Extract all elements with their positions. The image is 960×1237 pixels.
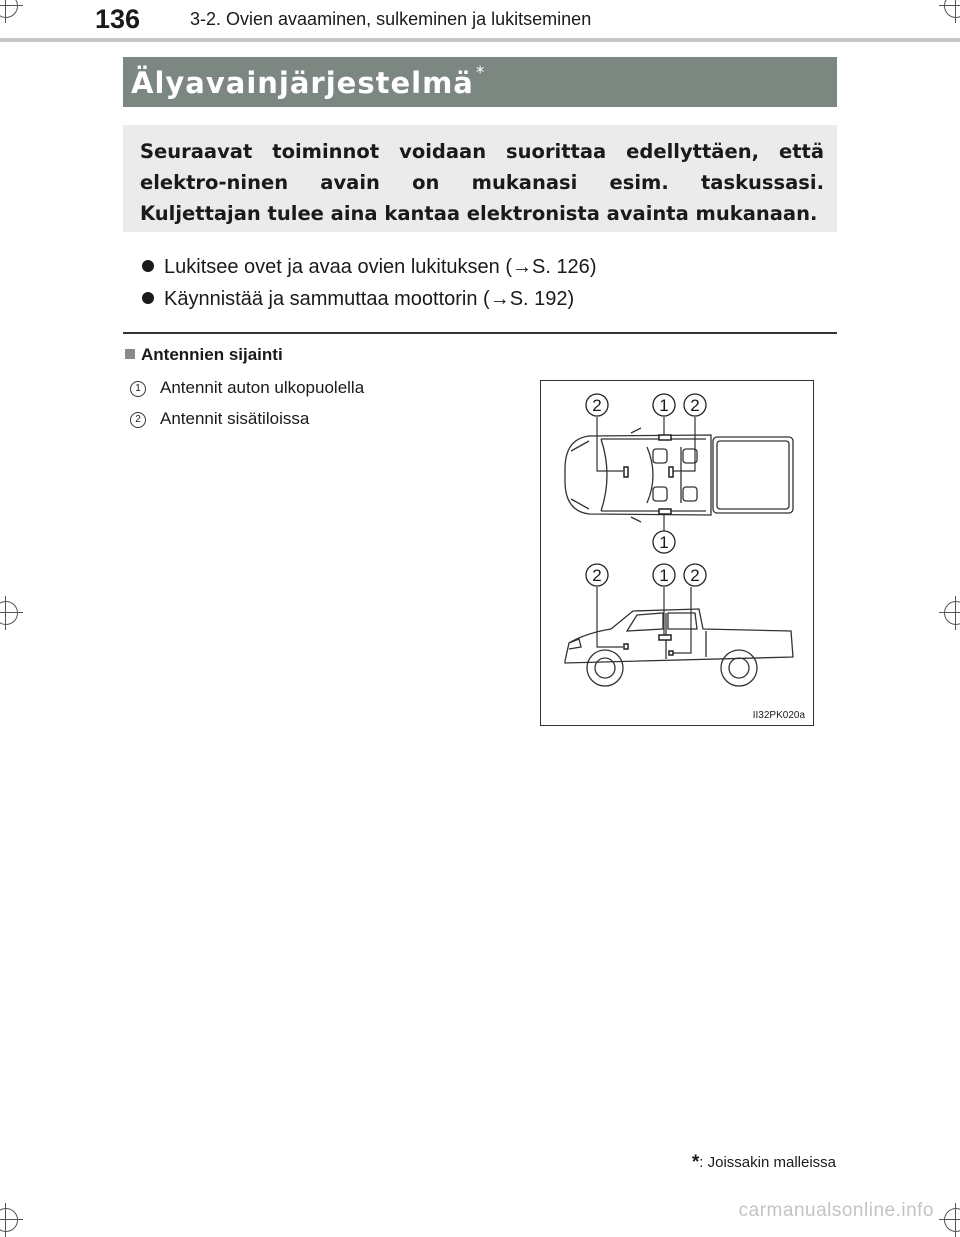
bullet-suffix: ) [589,256,597,278]
page-reference-link[interactable]: S. 192 [509,288,568,310]
bullet-dot-icon [142,292,154,304]
page-title-text: Älyavainjärjestelmä [131,66,474,100]
registration-mark-top-right [944,0,960,18]
legend-number-badge: 1 [130,381,146,397]
title-asterisk: * [475,63,486,83]
footnote [692,1152,836,1174]
callout-number: 2 [690,566,700,585]
callout-number: 1 [659,566,669,585]
footnote-text: : Joissakin malleissa [699,1154,836,1171]
registration-mark-top-left [0,0,18,18]
square-bullet-icon [125,349,135,359]
callout-circles [586,394,706,586]
section-divider [123,332,837,334]
figure-code: II32PK020a [752,710,805,721]
watermark: carmanualsonline.info [738,1200,934,1221]
bullet-item [142,288,574,311]
registration-mark-mid-right [944,601,960,625]
bullet-text: Käynnistää ja sammuttaa moottorin ( [164,288,490,310]
intro-box [123,125,837,232]
registration-mark-bottom-right [944,1208,960,1232]
callout-number: 1 [659,396,669,415]
legend-label: Antennit auton ulkopuolella [160,378,365,397]
page-title [131,63,485,100]
header-rule [0,38,960,42]
bullet-suffix: ) [567,288,575,310]
subsection-title: Antennien sijainti [141,345,283,364]
legend-label: Antennit sisätiloissa [160,409,310,428]
legend-item [130,409,309,429]
registration-mark-bottom-left [0,1208,18,1232]
vehicle-diagram [541,381,813,725]
antenna-location-figure [540,380,814,726]
page-reference-link[interactable]: S. 126 [531,256,590,278]
legend-number-badge: 2 [130,412,146,428]
page-number: 136 [95,4,141,34]
bullet-dot-icon [142,260,154,272]
intro-text: Seuraavat toiminnot voidaan suorittaa edellyttäen, että elektro-ninen avain on mukanasi esim. taskussasi. Kuljettajan tulee aina kantaa elektronista avainta mukanaan. [140,140,824,225]
section-title-bar [123,57,837,107]
bullet-item [142,256,596,279]
callout-number: 1 [659,533,669,552]
callout-leader-lines [597,417,695,653]
registration-mark-mid-left [0,601,18,625]
bullet-text: Lukitsee ovet ja avaa ovien lukituksen ( [164,256,512,278]
footnote-asterisk: * [691,1152,700,1173]
callout-number: 2 [592,566,602,585]
arrow-icon: → [511,256,532,278]
legend-item [130,378,364,398]
truck-top-view [565,428,793,522]
arrow-icon: → [489,288,510,310]
subsection-heading [125,345,283,365]
callout-number: 2 [690,396,700,415]
running-head: 3-2. Ovien avaaminen, sulkeminen ja lukitseminen [190,9,592,29]
callout-number: 2 [592,396,602,415]
